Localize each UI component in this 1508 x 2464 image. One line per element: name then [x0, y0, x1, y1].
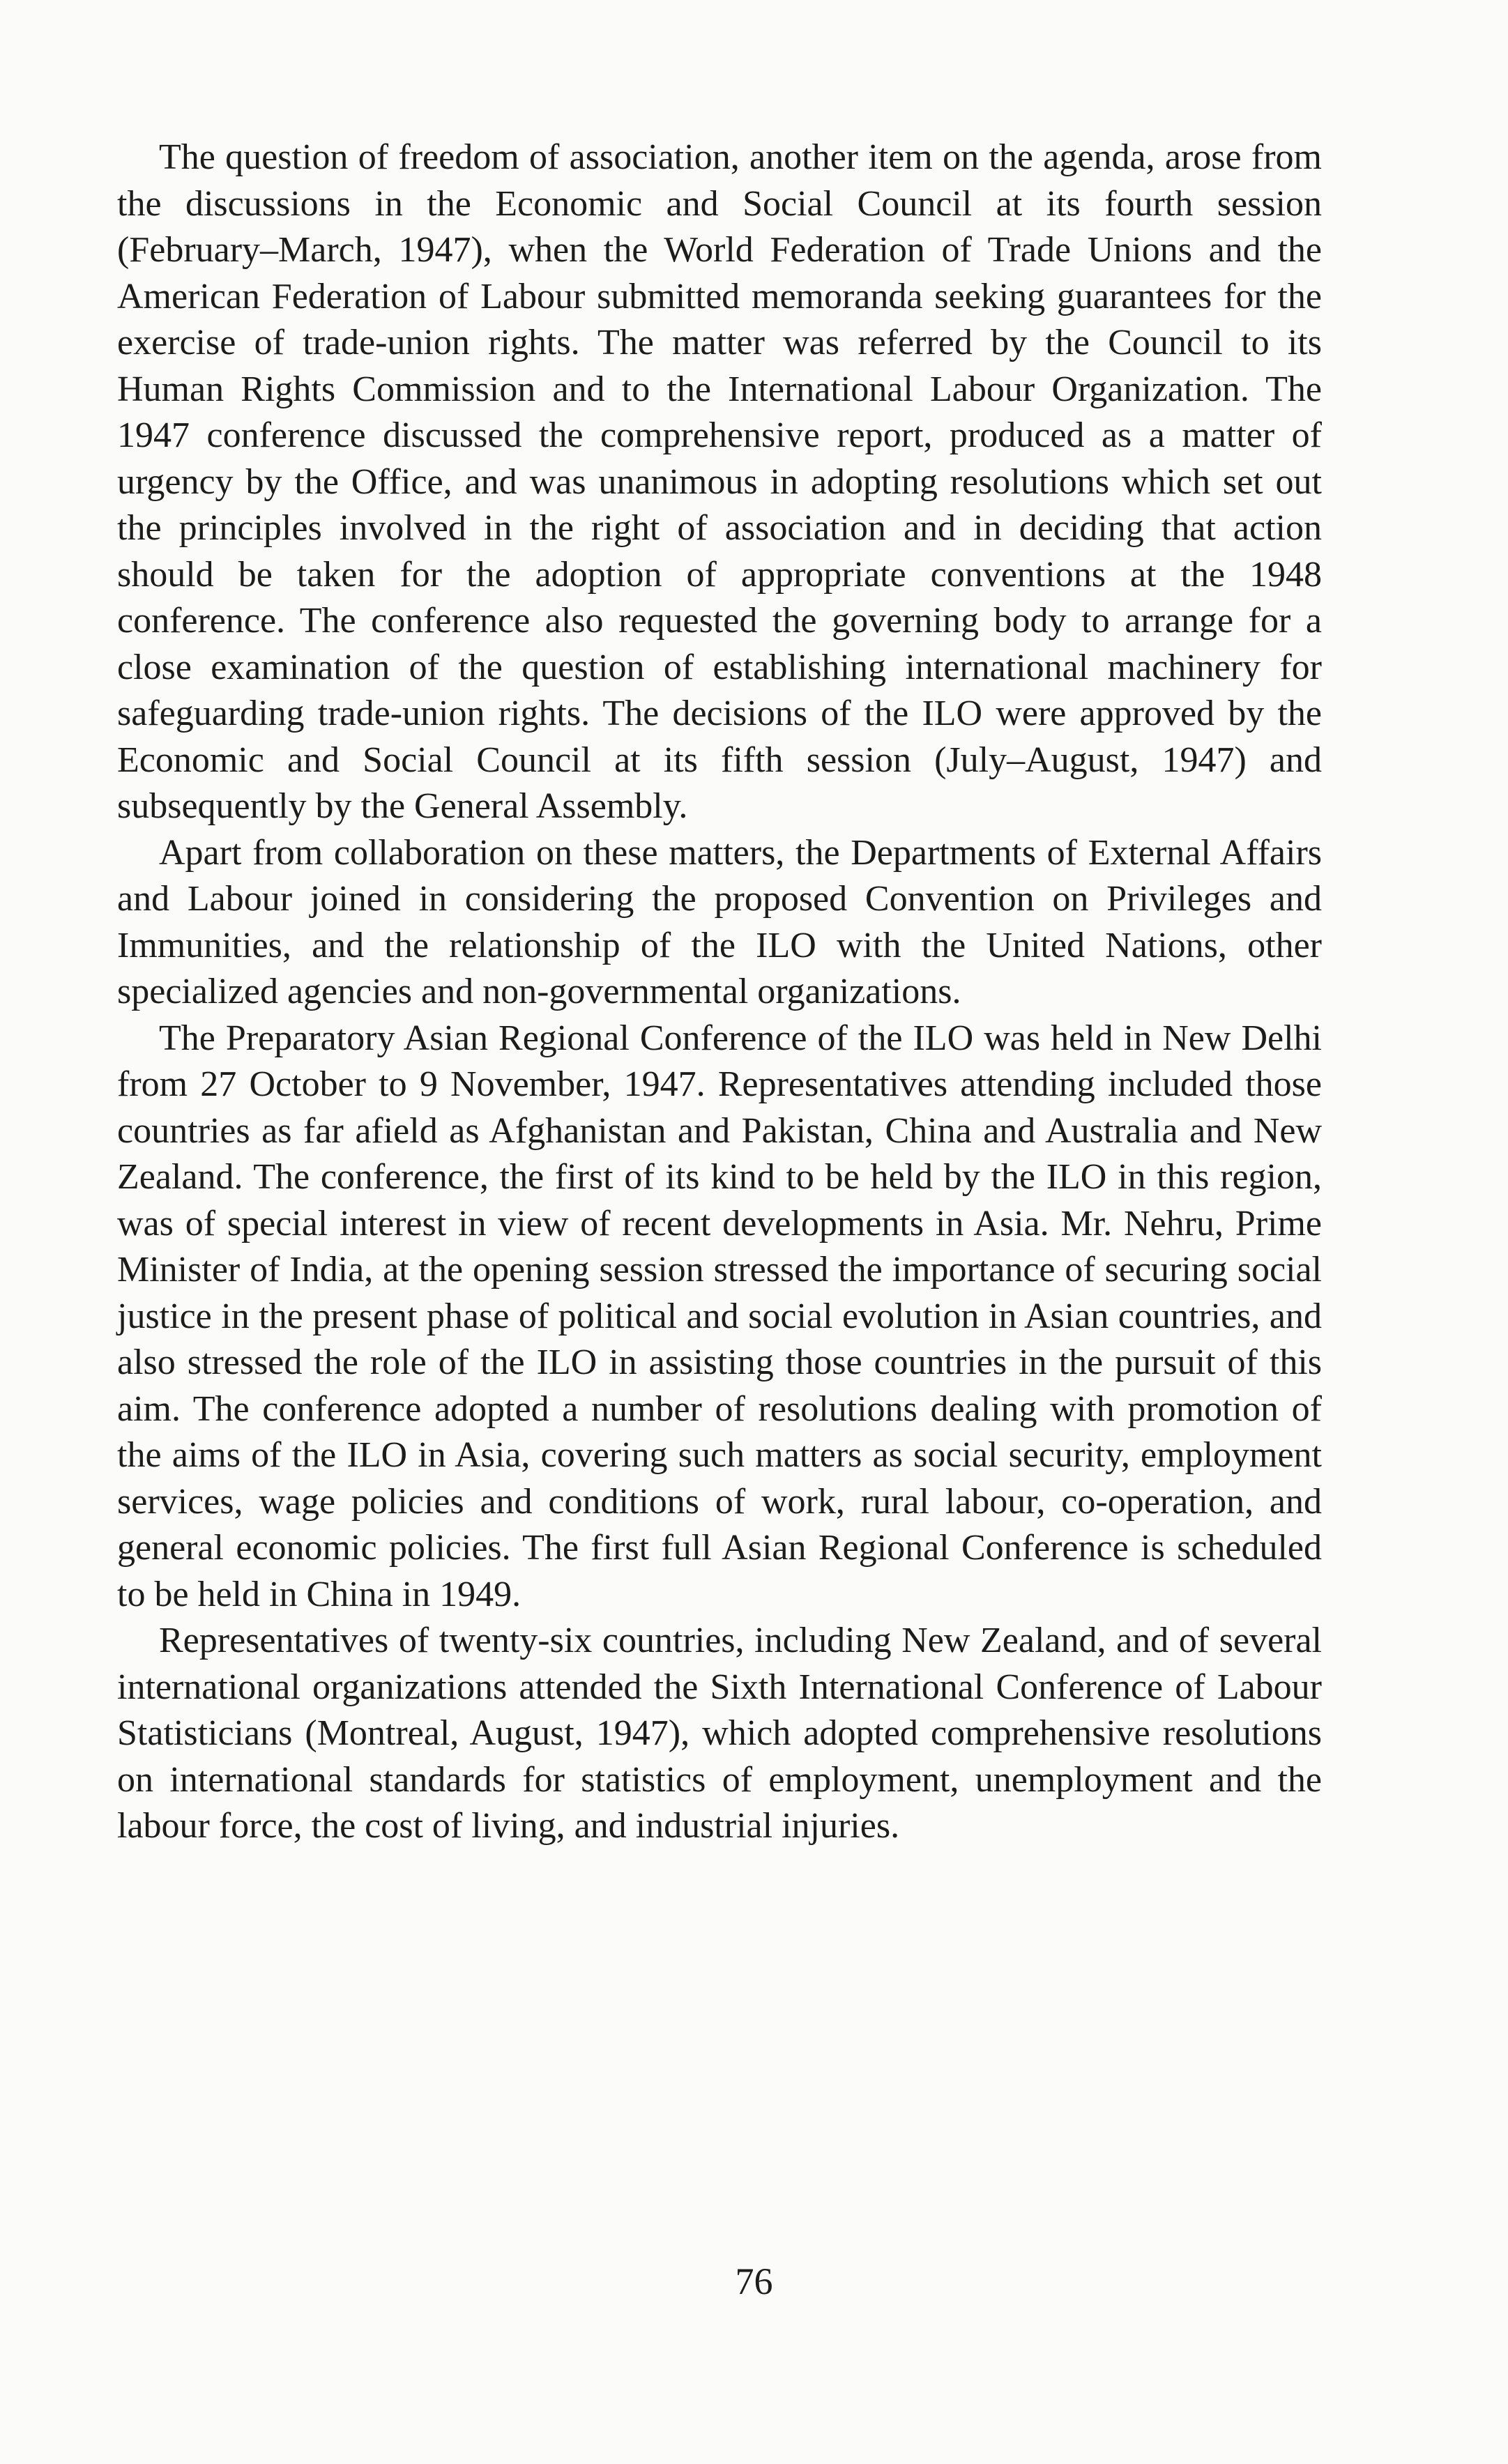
paragraph-privileges-immunities: Apart from collaboration on these matters, the Departments of External Affairs and Labour joined in considering the proposed Convention on Privileges and Immunities, and the relationship of the ILO with the United Nations, other specialized agencies and non-governmental organizations. [117, 832, 1322, 1011]
paragraph-asian-regional-conference: The Preparatory Asian Regional Conference of the ILO was held in New Delhi from 27 October to 9 November, 1947. Representatives attending included those countries as far afield as Afghanistan and Pakistan, China and Australia and New Zealand. The conference, the first of its kind to be held by the ILO in this region, was of special interest in view of recent developments in Asia. Mr. Nehru, Prime Minister of India, at the opening session stressed the importance of securing social justice in the present phase of political and social evolution in Asian countries, and also stressed the role of the ILO in assisting those countries in the pursuit of this aim. The conference adopted a number of resolutions dealing with promotion of the aims of the ILO in Asia, covering such matters as social security, employment services, wage policies and conditions of work, rural labour, co-operation, and general economic policies. The first full Asian Regional Conference is scheduled to be held in China in 1949. [117, 1018, 1322, 1614]
body-text [117, 135, 1322, 1850]
page-number: 76 [735, 2260, 773, 2302]
paragraph-labour-statisticians: Representatives of twenty-six countries, including New Zealand, and of several international organizations attended the Sixth International Conference of Labour Statisticians (Montreal, August, 1947), which adopted comprehensive resolutions on international standards for statistics of employment, unemployment and the labour force, the cost of living, and industrial injuries. [117, 1621, 1322, 1846]
paragraph-freedom-of-association: The question of freedom of association, another item on the agenda, arose from the discussions in the Economic and Social Council at its fourth session (February–March, 1947), when the World Federation of Trade Unions and the American Federation of Labour submitted memoranda seeking guarantees for the exercise of trade-union rights. The matter was referred by the Council to its Human Rights Commission and to the International Labour Organization. The 1947 conference discussed the comprehensive report, produced as a matter of urgency by the Office, and was unanimous in adopting resolutions which set out the principles involved in the right of association and in deciding that action should be taken for the adoption of appropriate conventions at the 1948 conference. The conference also requested the governing body to arrange for a close examination of the question of establishing international machinery for safeguarding trade-union rights. The decisions of the ILO were approved by the Economic and Social Council at its fifth session (July–August, 1947) and subsequently by the General Assembly. [117, 137, 1322, 826]
